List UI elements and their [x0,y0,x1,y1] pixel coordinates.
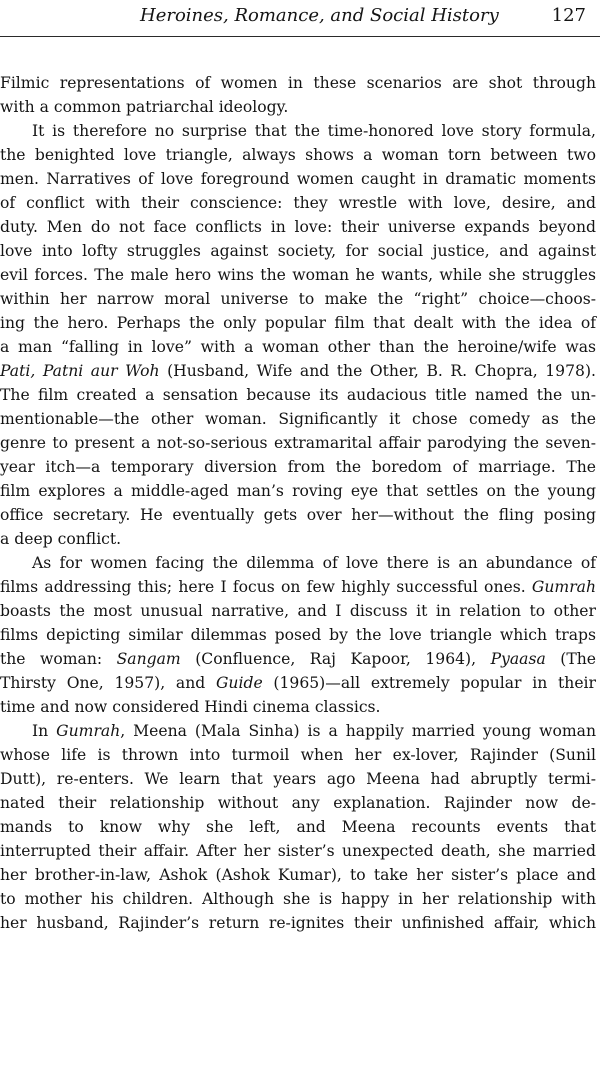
text-line [0,647,600,671]
line-text: (Confluence, Raj Kapoor, 1964), [180,650,491,668]
text-line [0,911,600,935]
line-text: It is therefore no surprise that the time-honored love story formula, [32,122,596,140]
line-text: her brother-in-law, Ashok (Ashok Kumar), to take her sister’s place and [0,866,596,884]
text-line [0,431,600,455]
line-text: The film created a sensation because its audacious title named the un- [0,386,596,404]
line-text: love into lofty struggles against society, for social justice, and against [0,242,596,260]
text-line [0,815,600,839]
line-text: time and now considered Hindi cinema classics. [0,698,381,716]
line-text: film explores a middle-aged man’s roving eye that settles on the young [0,482,596,500]
italic-title: Guide [215,674,263,692]
line-text: , Meena (Mala Sinha) is a happily married young woman [120,722,596,740]
text-line [0,359,600,383]
text-line [0,479,600,503]
line-text: men. Narratives of love foreground women caught in dramatic moments [0,170,596,188]
text-line [0,599,600,623]
text-line [0,791,600,815]
line-text: mentionable—the other woman. Significantly it chose comedy as the [0,410,596,428]
line-text: evil forces. The male hero wins the woman he wants, while she struggles [0,266,596,284]
text-line [0,71,600,95]
line-text: year itch—a temporary diversion from the boredom of marriage. The [0,458,596,476]
text-line [0,167,600,191]
text-line [0,503,600,527]
line-text: the benighted love triangle, always shows a woman torn between two [0,146,596,164]
text-line [0,767,600,791]
line-text: films addressing this; here I focus on few highly successful ones. [0,578,526,596]
text-line [0,287,600,311]
italic-title: Gumrah [56,722,121,740]
line-text: office secretary. He eventually gets over her—without the fling posing [0,506,596,524]
text-line [0,695,600,719]
line-text: with a common patriarchal ideology. [0,98,289,116]
line-text: (1965)—all extremely popular in their [262,674,596,692]
text-line [0,455,600,479]
line-text: As for women facing the dilemma of love there is an abundance of [32,554,596,572]
text-line [0,263,600,287]
line-text: the woman: [0,650,117,668]
line-text: to mother his children. Although she is happy in her relationship with [0,890,596,908]
page-number: 127 [551,5,586,26]
text-line [0,239,600,263]
line-text: a deep conflict. [0,530,122,548]
line-text: boasts the most unusual narrative, and I discuss it in relation to other [0,602,596,620]
text-line [0,191,600,215]
line-text: a man “falling in love” with a woman other than the heroine/wife was [0,338,596,356]
text-line [0,575,600,599]
line-text: films depicting similar dilemmas posed by the love triangle which traps [0,626,596,644]
text-line [0,527,600,551]
line-text: her husband, Rajinder’s return re-ignites their unfinished affair, which [0,914,596,932]
line-text: genre to present a not-so-serious extramarital affair parodying the seven- [0,434,596,452]
text-line [0,383,600,407]
text-line [0,551,600,575]
line-text: within her narrow moral universe to make the “right” choice—choos- [0,290,596,308]
body-text [0,71,600,935]
italic-title: Gumrah [531,578,596,596]
line-text: (Husband, Wife and the Other, B. R. Chopra, 1978). [159,362,596,380]
line-text: ing the hero. Perhaps the only popular film that dealt with the idea of [0,314,596,332]
line-text: In [32,722,57,740]
text-line [0,311,600,335]
text-line [0,95,600,119]
line-text: interrupted their affair. After her sister’s unexpected death, she married [0,842,596,860]
text-line [0,863,600,887]
line-text: Dutt), re-enters. We learn that years ago Meena had abruptly termi- [0,770,596,788]
text-line [0,407,600,431]
text-line [0,839,600,863]
text-line [0,623,600,647]
line-text: (The [545,650,596,668]
text-line [0,119,600,143]
line-text: Filmic representations of women in these scenarios are shot through [0,74,596,92]
text-line [0,671,600,695]
line-text: mands to know why she left, and Meena recounts events that [0,818,596,836]
line-text: duty. Men do not face conflicts in love: their universe expands beyond [0,218,596,236]
italic-title: Pati, Patni aur Woh [0,362,160,380]
line-text: whose life is thrown into turmoil when her ex-lover, Rajinder (Sunil [0,746,596,764]
running-header [0,0,600,37]
running-head-title: Heroines, Romance, and Social History [140,5,499,26]
text-line [0,887,600,911]
text-line [0,335,600,359]
text-line [0,743,600,767]
line-text: of conflict with their conscience: they wrestle with love, desire, and [0,194,596,212]
text-line [0,215,600,239]
italic-title: Sangam [116,650,181,668]
text-line [0,719,600,743]
line-text: nated their relationship without any explanation. Rajinder now de- [0,794,596,812]
line-text: Thirsty One, 1957), and [0,674,216,692]
italic-title: Pyaasa [490,650,546,668]
text-line [0,143,600,167]
